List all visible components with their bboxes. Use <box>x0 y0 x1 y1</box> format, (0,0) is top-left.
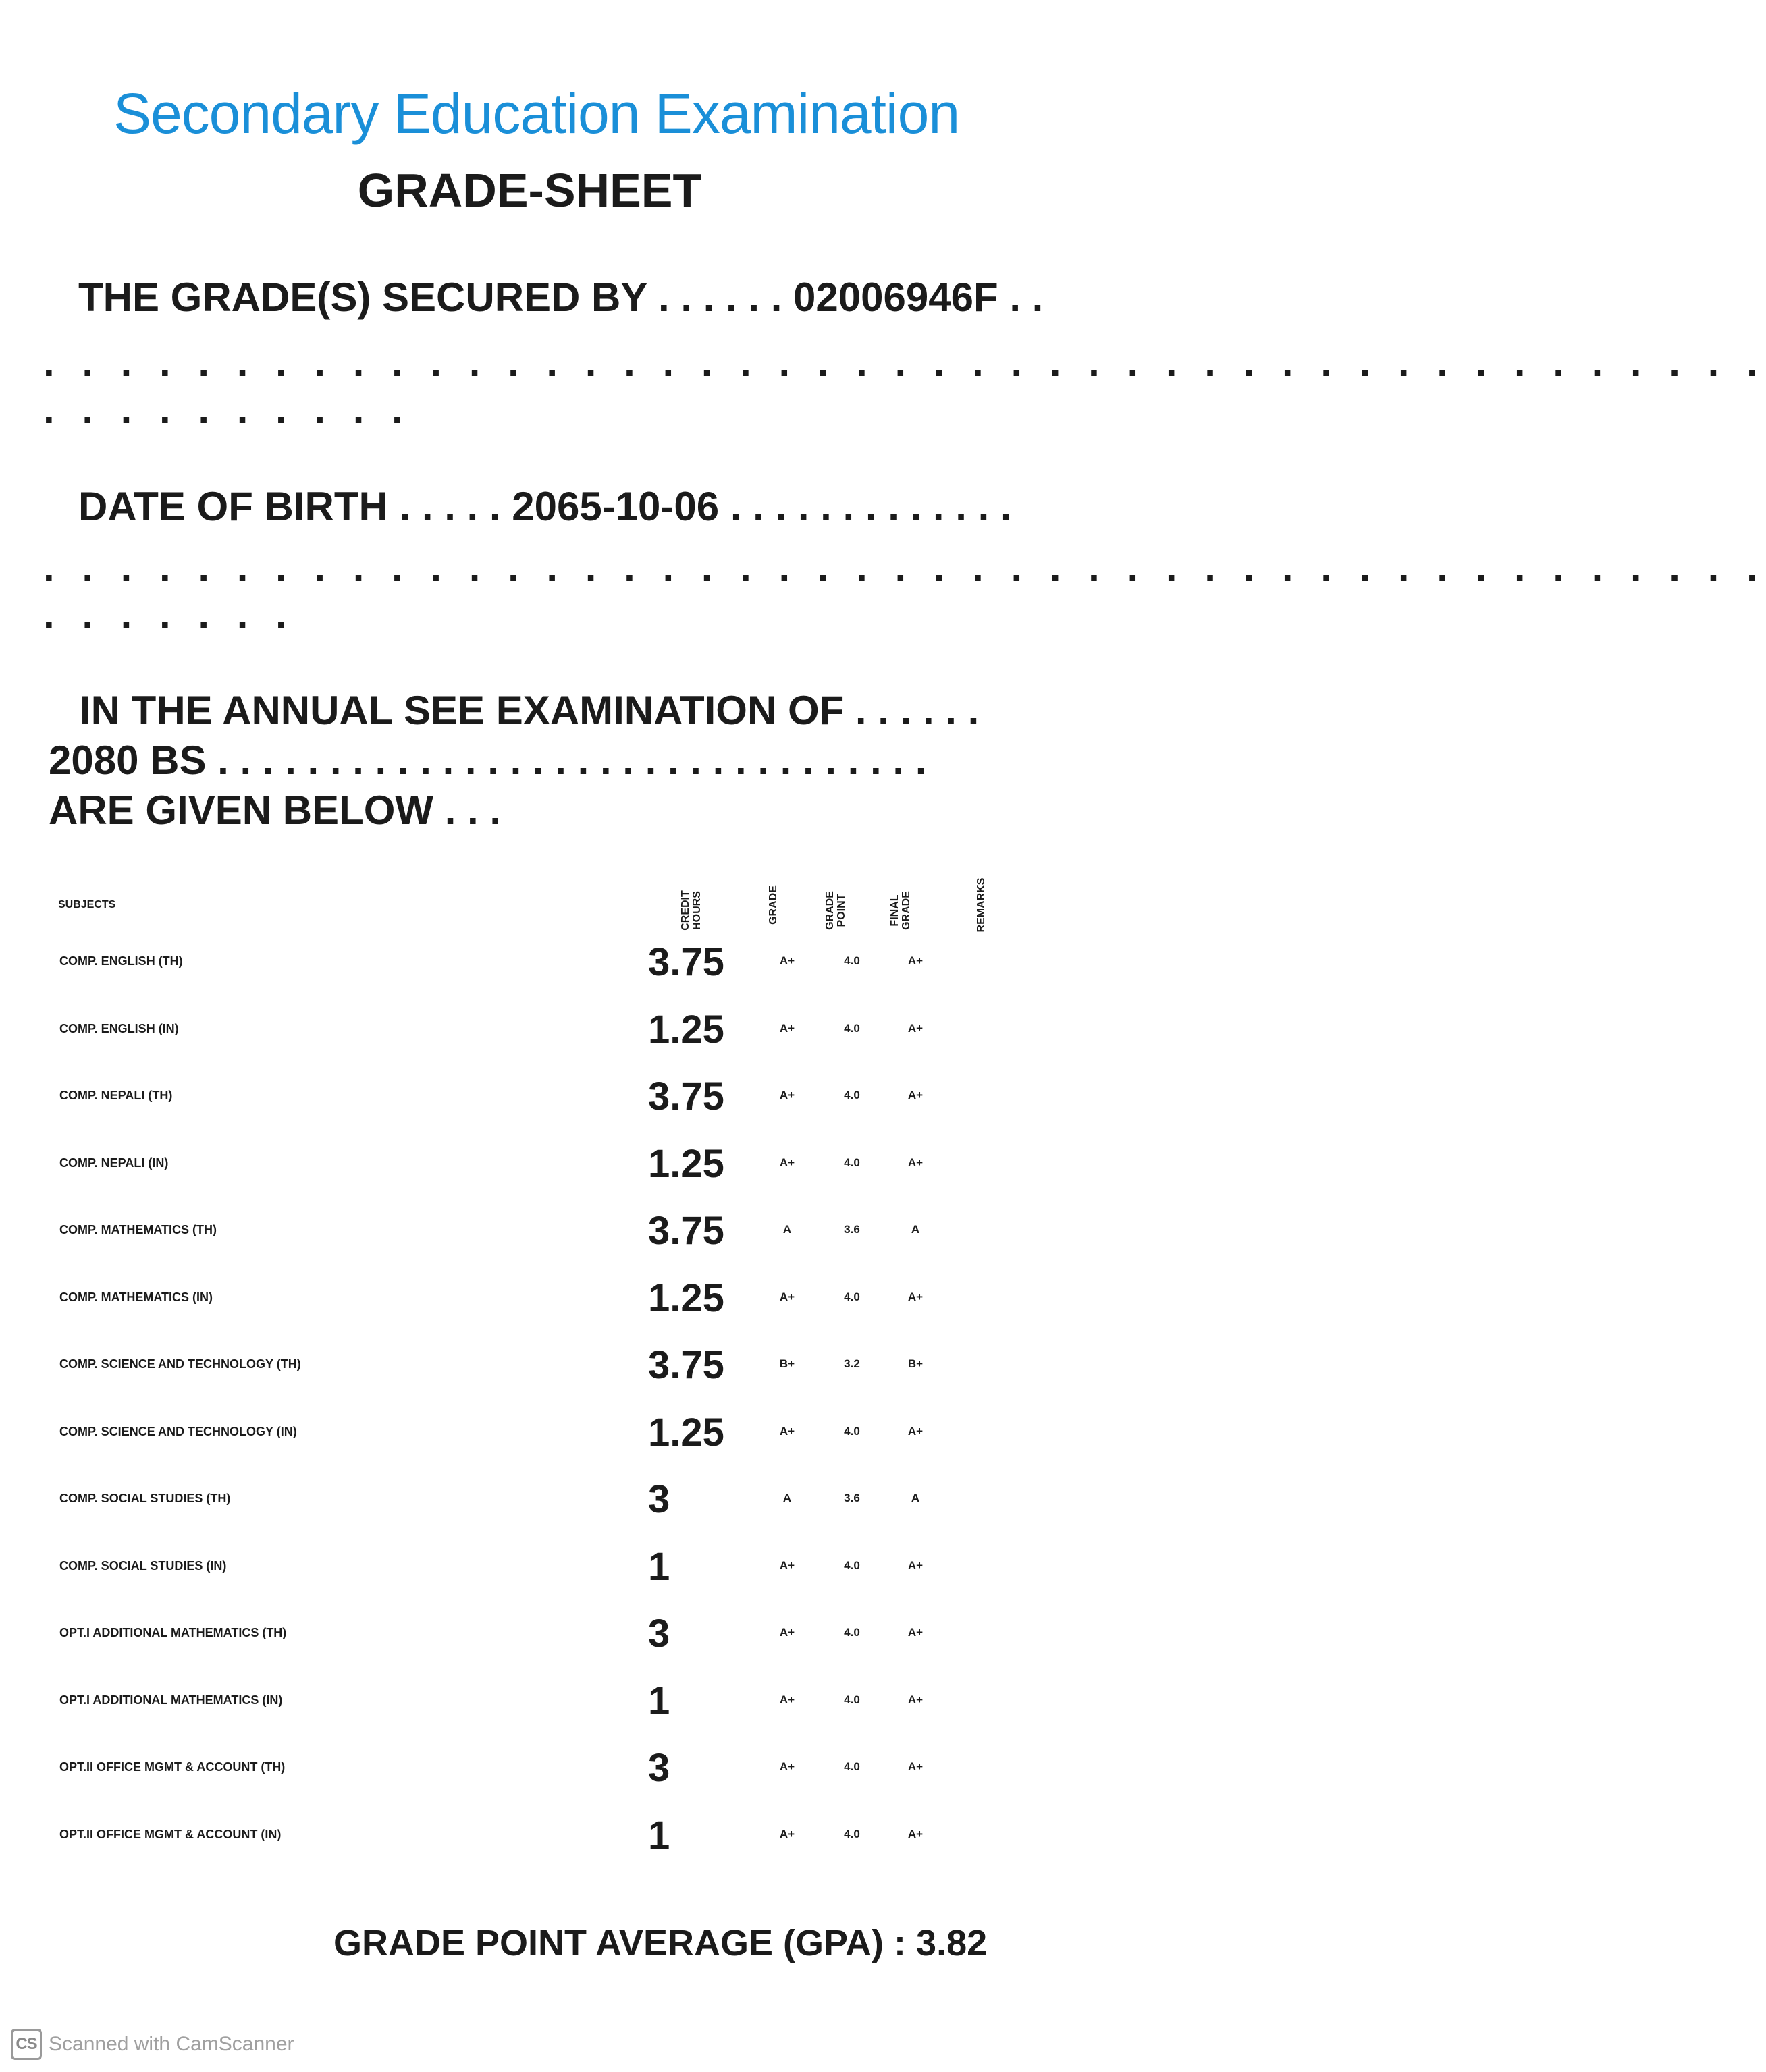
table-row <box>0 1670 1059 1738</box>
exam-title: Secondary Education Examination <box>113 82 960 145</box>
final-grade-cell: A+ <box>907 1089 924 1101</box>
grade-point-cell: 4.0 <box>844 954 860 967</box>
table-row <box>0 1200 1059 1267</box>
final-grade-cell: A+ <box>907 954 924 967</box>
subject-name: COMP. MATHEMATICS (TH) <box>59 1223 217 1236</box>
table-row <box>0 931 1059 999</box>
table-row <box>0 1603 1059 1670</box>
subject-name: COMP. NEPALI (IN) <box>59 1155 169 1170</box>
table-row <box>0 1805 1059 1872</box>
gpa-line <box>333 1919 987 1967</box>
camscanner-watermark <box>11 2029 294 2060</box>
exam-label: IN THE ANNUAL SEE EXAMINATION OF <box>80 688 845 733</box>
table-row <box>0 1267 1059 1335</box>
camscanner-text: Scanned with CamScanner <box>49 2033 294 2055</box>
subject-name: OPT.II OFFICE MGMT & ACCOUNT (TH) <box>59 1760 286 1774</box>
grade-point-cell: 4.0 <box>844 1558 860 1572</box>
final-grade-cell: A+ <box>907 1626 924 1639</box>
credit-hours: 1.25 <box>648 1276 724 1320</box>
secured-by-label: THE GRADE(S) SECURED BY <box>78 275 647 320</box>
grade-sheet-heading: GRADE-SHEET <box>357 164 702 217</box>
grade-cell: A+ <box>779 954 795 967</box>
subject-name: COMP. SCIENCE AND TECHNOLOGY (IN) <box>59 1424 297 1438</box>
grade-cell: A+ <box>779 1290 795 1303</box>
grade-cell: A+ <box>779 1626 795 1639</box>
grade-point-cell: 4.0 <box>844 1089 860 1101</box>
dob-label: DATE OF BIRTH <box>78 484 388 529</box>
subject-name: COMP. NEPALI (TH) <box>59 1089 173 1102</box>
exam-year: 2080 BS <box>49 738 207 783</box>
grade-point-cell: 3.6 <box>844 1223 860 1236</box>
table-row <box>0 1133 1059 1201</box>
grade-point-cell: 4.0 <box>844 1827 860 1841</box>
table-row <box>0 1737 1059 1805</box>
dot-leader-line: . . . . . . . . . . <box>43 387 411 432</box>
credit-hours: 3.75 <box>648 1343 724 1387</box>
exam-line <box>80 686 979 736</box>
subject-name: COMP. ENGLISH (TH) <box>59 954 183 968</box>
credit-hours: 1.25 <box>648 1141 724 1186</box>
credit-hours: 1 <box>648 1544 670 1589</box>
grade-cell: A+ <box>779 1558 795 1572</box>
final-grade-cell: A+ <box>907 1693 924 1706</box>
subject-name: OPT.II OFFICE MGMT & ACCOUNT (IN) <box>59 1827 282 1841</box>
grade-point-cell: 4.0 <box>844 1155 860 1169</box>
dot-leader: . . . . . . . . . . . . . . . . . . . . . . . . . . . . . . . . <box>206 738 927 783</box>
table-row <box>0 1469 1059 1536</box>
credit-hours: 1 <box>648 1813 670 1857</box>
header-grade-point-text: GRADE POINT <box>824 891 847 930</box>
subject-name: COMP. SOCIAL STUDIES (IN) <box>59 1558 227 1573</box>
grade-cell: A <box>782 1223 792 1236</box>
grade-cell: A <box>782 1492 792 1504</box>
dot-leader: . . <box>998 275 1044 320</box>
table-row <box>0 999 1059 1066</box>
grade-cell: B+ <box>779 1357 795 1370</box>
grade-point-cell: 4.0 <box>844 1693 860 1706</box>
final-grade-cell: A+ <box>907 1827 924 1841</box>
grade-cell: A+ <box>779 1155 795 1169</box>
dob-value: 2065-10-06 <box>512 484 720 529</box>
grade-point-cell: 3.2 <box>844 1357 860 1370</box>
grade-point-cell: 4.0 <box>844 1626 860 1639</box>
table-row <box>0 1334 1059 1402</box>
grade-point-cell: 4.0 <box>844 1290 860 1303</box>
credit-hours: 3 <box>648 1612 670 1656</box>
credit-hours: 3 <box>648 1746 670 1790</box>
final-grade-cell: A+ <box>907 1290 924 1303</box>
final-grade-cell: A+ <box>907 1760 924 1773</box>
table-row <box>0 1536 1059 1604</box>
subject-name: COMP. ENGLISH (IN) <box>59 1021 179 1035</box>
table-row <box>0 1402 1059 1469</box>
dot-leader: . . . . . . <box>647 275 794 320</box>
grade-point-cell: 4.0 <box>844 1760 860 1773</box>
final-grade-cell: B+ <box>907 1357 924 1370</box>
grade-cell: A+ <box>779 1021 795 1035</box>
subject-name: COMP. SOCIAL STUDIES (TH) <box>59 1492 231 1505</box>
symbol-number: 02006946F <box>793 275 998 320</box>
header-credit-hours-text: CREDIT HOURS <box>680 890 703 931</box>
grade-cell: A+ <box>779 1827 795 1841</box>
header-final-grade <box>889 883 912 937</box>
dot-leader-line: . . . . . . . . . . . . . . . . . . . . . . . . . . . . . . . . . . . . . . . . . . . . . <box>43 545 1766 590</box>
grade-cell: A+ <box>779 1089 795 1101</box>
final-grade-cell: A <box>911 1223 920 1236</box>
dot-leader: . . . <box>433 788 502 833</box>
final-grade-cell: A+ <box>907 1424 924 1438</box>
given-below-text: ARE GIVEN BELOW <box>49 788 434 833</box>
dot-leader: . . . . . . <box>844 688 980 733</box>
header-subjects: SUBJECTS <box>58 899 116 910</box>
header-grade-point <box>824 883 847 937</box>
grade-cell: A+ <box>779 1424 795 1438</box>
subject-name: COMP. SCIENCE AND TECHNOLOGY (TH) <box>59 1357 301 1371</box>
exam-year-line <box>49 736 926 786</box>
gpa-label: GRADE POINT AVERAGE (GPA) : <box>333 1923 907 1963</box>
credit-hours: 3.75 <box>648 1209 724 1253</box>
dot-leader: . . . . . . . . . . . . . <box>719 484 1012 529</box>
final-grade-cell: A+ <box>907 1558 924 1572</box>
dob-line <box>78 482 1012 532</box>
grade-point-cell: 4.0 <box>844 1424 860 1438</box>
final-grade-cell: A+ <box>907 1021 924 1035</box>
header-remarks: REMARKS <box>975 877 987 933</box>
header-credit-hours <box>680 883 703 937</box>
dot-leader-line: . . . . . . . . . . . . . . . . . . . . . . . . . . . . . . . . . . . . . . . . . . . . . <box>43 339 1766 385</box>
camscanner-logo-icon: CS <box>11 2029 42 2060</box>
header-grade: GRADE <box>768 885 779 925</box>
credit-hours: 1.25 <box>648 1410 724 1454</box>
credit-hours: 1.25 <box>648 1007 724 1052</box>
final-grade-cell: A+ <box>907 1155 924 1169</box>
credit-hours: 3.75 <box>648 1074 724 1118</box>
grade-point-cell: 3.6 <box>844 1492 860 1504</box>
credit-hours: 1 <box>648 1679 670 1723</box>
header-final-grade-text: FINAL GRADE <box>889 891 912 930</box>
subject-name: OPT.I ADDITIONAL MATHEMATICS (TH) <box>59 1626 287 1639</box>
grade-cell: A+ <box>779 1760 795 1773</box>
subject-name: COMP. MATHEMATICS (IN) <box>59 1290 213 1304</box>
dot-leader-line: . . . . . . . <box>43 592 295 637</box>
subject-name: OPT.I ADDITIONAL MATHEMATICS (IN) <box>59 1693 283 1707</box>
final-grade-cell: A <box>911 1492 920 1504</box>
secured-by-line <box>78 273 1043 323</box>
grade-point-cell: 4.0 <box>844 1021 860 1035</box>
credit-hours: 3.75 <box>648 940 724 984</box>
grade-cell: A+ <box>779 1693 795 1706</box>
table-row <box>0 1066 1059 1133</box>
given-below-line <box>49 786 501 836</box>
credit-hours: 3 <box>648 1477 670 1521</box>
dot-leader: . . . . . <box>387 484 512 529</box>
gpa-value: 3.82 <box>916 1923 988 1963</box>
